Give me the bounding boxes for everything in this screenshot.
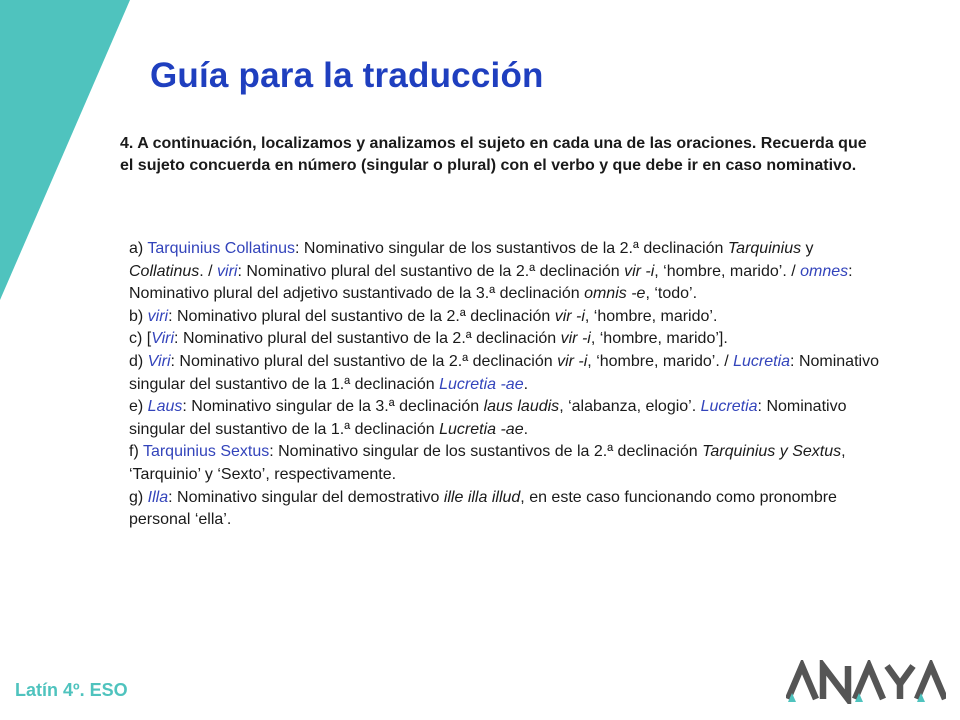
- footer-course-label: Latín 4º. ESO: [15, 680, 128, 700]
- anaya-logo: [786, 660, 946, 704]
- answer-d: d) Viri: Nominativo plural del sustantivo de la 2.ª declinación vir -i, ‘hombre, marido’. / Lucretia: Nominativo singular del sustantivo de la 1.ª declinación Lucretia -ae.: [129, 352, 879, 393]
- answer-g: g) Illa: Nominativo singular del demostrativo ille illa illud, en este caso funcionando como pronombre personal ‘ella’.: [129, 488, 837, 529]
- slide-title: Guía para la traducción: [150, 56, 544, 95]
- answer-b: b) viri: Nominativo plural del sustantivo de la 2.ª declinación vir -i, ‘hombre, marido’.: [129, 307, 718, 325]
- instruction-text: 4. A continuación, localizamos y analizamos el sujeto en cada una de las oraciones. Recuerda que el sujeto concuerda en número (singular o plural) con el verbo y que debe ir en caso nominativo.: [120, 135, 867, 174]
- answers-block: [129, 238, 889, 532]
- answer-c: c) [Viri: Nominativo plural del sustantivo de la 2.ª declinación vir -i, ‘hombre, marido’].: [129, 330, 728, 348]
- answer-a: a) Tarquinius Collatinus: Nominativo singular de los sustantivos de la 2.ª declinación Tarquinius y Collatinus. / viri: Nominativo plural del sustantivo de la 2.ª declinación vir -i, ‘hombre, marido’. / omnes: Nominativo plural del adjetivo sustantivado de la 3.ª declinación omnis -e, ‘todo’.: [129, 240, 853, 303]
- answer-e: e) Laus: Nominativo singular de la 3.ª declinación laus laudis, ‘alabanza, elogio’. Lucretia: Nominativo singular del sustantivo de la 1.ª declinación Lucretia -ae.: [129, 398, 847, 438]
- answer-f: f) Tarquinius Sextus: Nominativo singular de los sustantivos de la 2.ª declinación Tarquinius y Sextus, ‘Tarquinio’ y ‘Sexto’, respectivamente.: [129, 443, 846, 483]
- decorative-teal-band: [0, 0, 130, 720]
